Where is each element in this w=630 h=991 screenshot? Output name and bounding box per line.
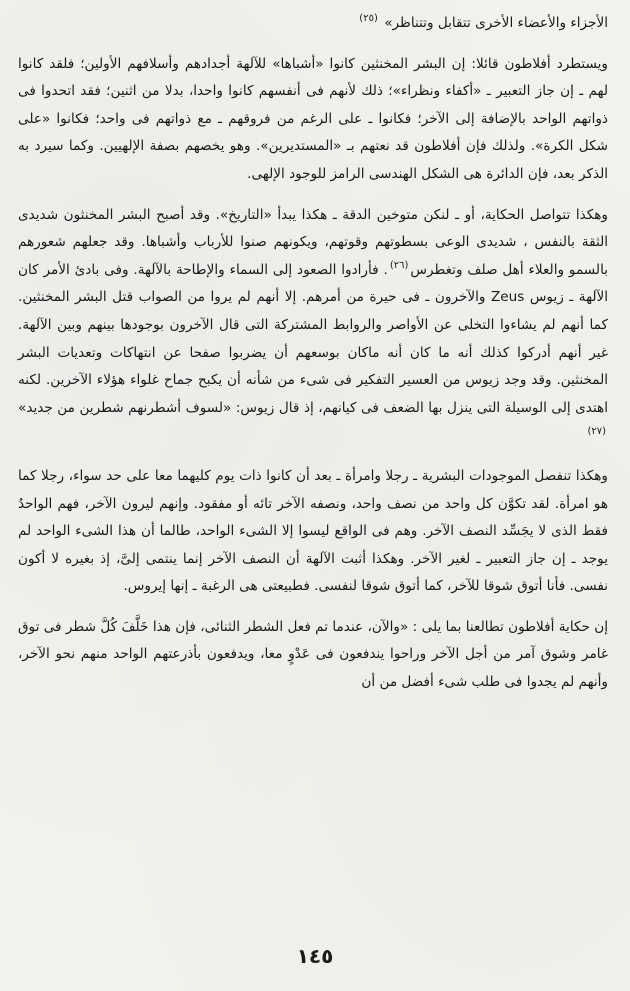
footnote-marker: (٢٧) bbox=[587, 425, 606, 437]
body-text bbox=[18, 10, 608, 697]
paragraph-text: الأجزاء والأعضاء الأخرى تتقابل وتتناظر» bbox=[384, 15, 608, 31]
paragraph-text-continued: . فأرادوا الصعود إلى السماء والإطاحة بالآلهة. وفى بادئ الأمر كان الآلهة ـ زيوس Zeus والآخرون ـ فى حيرة من أمرهم. إلا أنهم لم يروا من الصواب قتل البشر المخنثين. كما أنهم لم يشاءوا التخلى عن الأواصر والروابط المشتركة التى قال الآخرون بوجودها بينهم وبين الآلهة. غير أنهم أدركوا كذلك أنه ما كان أنه ماكان بوسعهم أن يضربوا صفحا عن انتهاكات وتعديات البشر المخنثين. وقد وجد زيوس من العسير التفكير فى شىء من شأنه أن يكبح جماح غلواء هؤلاء الآخرين. لكنه اهتدى إلى الوسيلة التى ينزل بها الضعف فى كيانهم، إذ قال زيوس: «لسوف أشطرنهم شطرين من جديد» bbox=[18, 261, 609, 416]
paragraph-4 bbox=[18, 463, 608, 601]
footnote-marker: (٢٦) bbox=[389, 260, 409, 272]
footnote-marker: (٢٥) bbox=[359, 13, 378, 25]
paragraph-2 bbox=[18, 51, 608, 189]
paragraph-5 bbox=[18, 614, 608, 697]
paragraph-3 bbox=[18, 202, 608, 450]
page-number: ١٤٥ bbox=[296, 944, 334, 968]
paragraph-text: ويستطرد أفلاطون قائلا: إن البشر المخنثين كانوا «أشباها» للآلهة أجدادهم وأسلافهم الأولين؛ فلقد كانوا لهم ـ إن جاز التعبير ـ «أكفاء ونظراء»؛ ذلك لأنهم فى أنفسهم كانوا واحدا، بدلا من اثنين؛ فقد اتحدوا فى ذواتهم الواحد بالإضافة إلى الآخر؛ فكانوا ـ على الرغم من فروقهم ـ مع ذواتهم فى واحد؛ فكانوا «على شكل الكرة». ولذلك فإن أفلاطون قد نعتهم بـ «المستديرين». وهو يخصهم بصفة الإلهيين. وكما سيرد به الذكر بعد، فإن الدائرة هى الشكل الهندسى الرامز للوجود الإلهى. bbox=[18, 55, 608, 182]
paragraph-text: وهكذا تنفصل الموجودات البشرية ـ رجلا وامرأة ـ بعد أن كانوا ذات يوم كليهما معا على حد سواء، رجلا كما هو امرأة. لقد تكوَّن كل واحد من نصف واحد، ونصفه الآخر تائه أو مفقود. وإنهم ليرون الآخر، فهم الواحدُ فقط الذى لا يجَسِّد النصف الآخر. وهم فى الواقع ليسوا إلا الشىء الواحد، طالما أن هذا الشىء الواحد لم يوجد ـ إن جاز التعبير ـ لغير الآخر. وهكذا أثبت الآلهة أن النصف الآخر إنما ينتمى إلىَّ، إذ بغيره لا أكون نفسى. فأنا أتوق شوقا للآخر، كما أتوق شوقا لنفسى. فطبيعتى هى الرغبة ـ إنها إيروس. bbox=[18, 467, 608, 595]
paragraph-text: إن حكاية أفلاطون تطالعنا بما يلى : «والآن، عندما تم فعل الشطر الثنائى، فإن هذا خَلَّفَ كُلَّ شطر فى توق غامر وشوق آمر من أجل الآخر وراحوا يندفعون فى عَدْوٍ معا، ويدفعون بأذرعتهم الواحد منهم نحو الآخر، وأنهم لم يجدوا فى طلب شىء أفضل من أن bbox=[18, 618, 608, 691]
paragraph-text: وهكذا تتواصل الحكاية، أو ـ لنكن متوخين الدقة ـ هكذا يبدأ «التاريخ». وقد أصبح البشر المخنثون شديدى الثقة بالنفس ، شديدى الوعى بسطوتهم وقوتهم، ويكونهم صنوا للأرباب وأشباها. وقد جعلهم شعورهم بالسمو والعلاء أهل صلف وتغطرس bbox=[18, 206, 608, 278]
paragraph-1 bbox=[18, 10, 608, 38]
